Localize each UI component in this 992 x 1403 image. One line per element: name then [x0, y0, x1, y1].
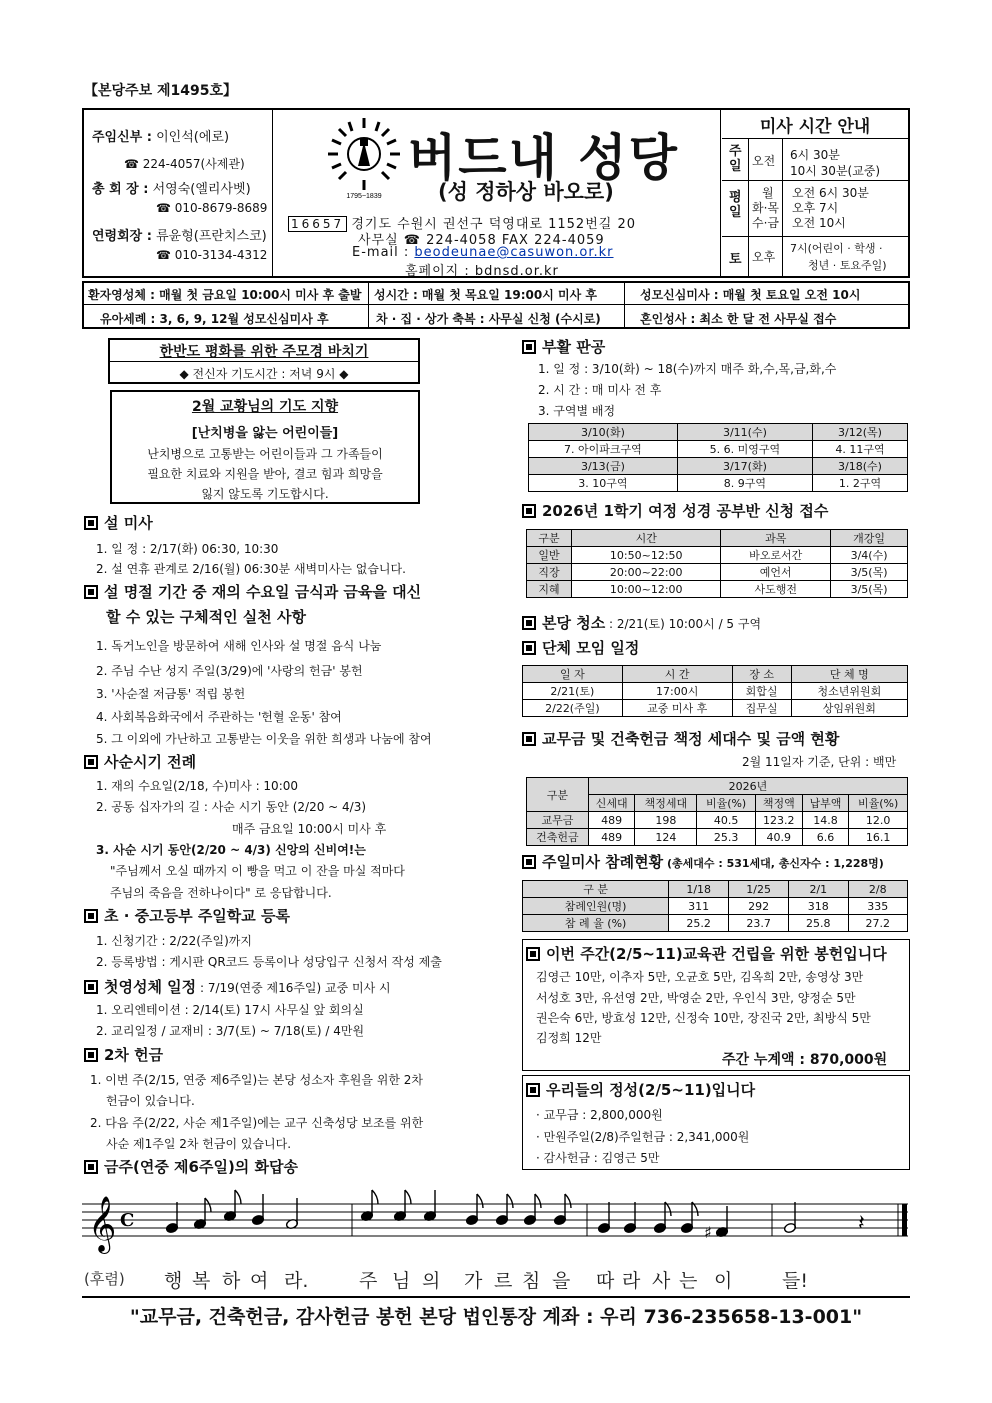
donation-total: 주간 누계액 : 870,000원	[722, 1052, 888, 1068]
president-phone: ☎ 010-8679-8689	[156, 201, 268, 215]
text-line: 2. 등록방법 : 게시판 QR코드 등록이나 성당입구 신청서 작성 제출	[96, 955, 442, 969]
note-flag	[535, 1194, 541, 1208]
mass-sat-time: 오후	[752, 250, 776, 264]
lyric-syllable: 의	[422, 1270, 441, 1292]
section-attendance: 주일미사 참례현황 (총세대수 : 531세대, 총신자수 : 1,228명)	[522, 851, 884, 872]
text-line: 3. 구역별 배정	[538, 404, 616, 418]
text-line: 1. 독거노인을 방문하여 새해 인사와 설 명절 음식 나눔	[96, 639, 382, 653]
text-line: 주님의 죽음을 전하나이다" 로 응답합니다.	[110, 886, 332, 900]
section-cleaning: 본당 청소 : 2/21(토) 10:00시 / 5 구역	[522, 612, 761, 633]
rosary-title: 한반도 평화를 위한 주모경 바치기	[159, 344, 369, 360]
note-flag	[565, 1194, 571, 1208]
donation-title: 이번 주간(2/5~11)교육관 건립을 위한 봉헌입니다	[526, 943, 887, 964]
priest-phone: ☎ 224-4057(사제관)	[124, 157, 245, 171]
mass-sat-detail-1: 7시(어린이 · 학생 ·	[790, 242, 883, 255]
logo-years: 1795~1839	[346, 193, 382, 200]
lyrics-line	[0, 1266, 992, 1292]
section-psalm: 금주(연중 제6주일)의 화답송	[84, 1156, 298, 1177]
tithe-table: 구분 2026년 신세대 책정세대 비율(%) 책정액 납부액 비율(%) 교무금 489 198 40.5 123.2 14.8 12.0 건축헌금 489 124 25.3 40.9 6.6 16.1	[526, 777, 908, 846]
postcode: 16657	[288, 216, 347, 232]
notice-blessing: 차 · 집 · 상가 축복 : 사무실 신청 (수시로)	[376, 312, 601, 326]
notice-sick: 환자영성체 : 매월 첫 금요일 10:00시 미사 후 출발	[88, 288, 362, 302]
office-phone: 사무실 ☎ 224-4058 FAX 224-4059	[358, 233, 605, 248]
note-flag	[372, 1190, 378, 1204]
note-flag	[235, 1190, 241, 1204]
lyric-syllable: 가	[464, 1270, 483, 1292]
section-bible-study: 2026년 1학기 여정 성경 공부반 신청 접수	[522, 500, 828, 521]
rosary-sub: ◆ 전신자 기도시간 : 저녁 9시 ◆	[179, 367, 349, 381]
lyric-syllable: 라	[622, 1270, 641, 1292]
lyric-syllable: 르	[494, 1270, 513, 1292]
text-line: 3. '사순절 저금통' 적립 봉헌	[96, 687, 246, 701]
text-line: · 교무금 : 2,800,000원	[536, 1108, 663, 1122]
mass-title: 미사 시간 안내	[759, 117, 871, 137]
text-line: 2. 주님 수난 성지 주일(3/29)에 '사랑의 헌금' 봉헌	[96, 664, 363, 678]
bank-account-footer: "교무금, 건축헌금, 감사헌금 봉헌 본당 법인통장 계좌 : 우리 736-235658-13-001"	[129, 1306, 863, 1328]
text-line: 2. 교리일정 / 교재비 : 3/7(토) ~ 7/18(토) / 4만원	[96, 1024, 365, 1038]
offering-title: 우리들의 정성(2/5~11)입니다	[526, 1079, 755, 1100]
text-line: 매주 금요일 10:00시 미사 후	[232, 822, 387, 836]
homepage: 홈페이지 : bdnsd.or.kr	[405, 264, 559, 279]
section-groups: 단체 모임 일정	[522, 637, 639, 658]
section-fasting-2: 할 수 있는 구체적인 실천 사항	[106, 608, 306, 626]
text-line: · 감사헌금 : 김영근 5만	[536, 1151, 660, 1165]
text-line: 2. 설 연휴 관계로 2/16(월) 06:30분 새벽미사는 없습니다.	[96, 562, 406, 576]
text-line: 2. 다음 주(2/22, 사순 제1주일)에는 교구 신축성당 보조를 위한	[90, 1116, 424, 1130]
text-line: 김정희 12만	[536, 1031, 602, 1045]
lyric-syllable: 행	[164, 1270, 183, 1292]
text-line: 5. 그 이외에 가난하고 고통받는 이웃을 위한 희생과 나눔에 참여	[96, 732, 432, 746]
section-fasting: 설 명절 기간 중 재의 수요일 금식과 금육을 대신	[84, 581, 421, 602]
section-confession: 부활 판공	[522, 336, 605, 357]
group-table: 일 자 시 간 장 소 단 체 명 2/21(토) 17:00시 회합실 청소년위원회 2/22(주일) 교중 미사 후 집무실 상임위원회	[522, 665, 908, 717]
text-line: 2. 시 간 : 매 미사 전 후	[538, 383, 662, 397]
email-line: E-mail : beodeunae@casuwon.or.kr	[352, 245, 614, 260]
staff-youth: 연령회장 : 류윤형(프란치스코)	[92, 229, 267, 244]
parish-logo	[318, 114, 410, 200]
section-lent: 사순시기 전례	[84, 751, 196, 772]
mass-week-groups: 월 화·목 수·금	[752, 186, 779, 230]
rest-icon: 𝄽	[858, 1211, 865, 1236]
staff-president: 총 회 장 : 서영숙(엘리사벳)	[92, 182, 251, 197]
text-line: 1. 일 정 : 2/17(화) 06:30, 10:30	[96, 542, 279, 556]
staff-priest: 주임신부 : 이인석(에로)	[92, 130, 230, 145]
pope-sub: [난치병을 앓는 어린이들]	[191, 426, 339, 441]
note-flag	[405, 1190, 411, 1204]
text-line: 2. 공동 십자가의 길 : 사순 시기 동안 (2/20 ~ 4/3)	[96, 800, 367, 814]
pope-text: 난치병으로 고통받는 어린이들과 그 가족들이 필요한 치료와 지원을 받아, 결코 힘과 희망을 잃지 않도록 기도합시다.	[147, 447, 383, 501]
pope-title: 2월 교황님의 기도 지향	[191, 399, 339, 415]
mass-sun-detail-2: 10시 30분(교중)	[790, 164, 881, 178]
mass-sun-label: 주일	[729, 144, 742, 174]
lyric-syllable: 따	[596, 1270, 615, 1292]
lyric-syllable: 복	[192, 1270, 211, 1292]
music-staff	[82, 1180, 912, 1270]
youth-phone: ☎ 010-3134-4312	[156, 248, 268, 262]
mass-sat-label: 토	[729, 252, 742, 267]
section-second-collection: 2차 헌금	[84, 1044, 163, 1065]
lyric-syllable: 을	[552, 1270, 571, 1292]
lyric-syllable: 침	[522, 1270, 541, 1292]
text-line: "주님께서 오실 때까지 이 빵을 먹고 이 잔을 마실 적마다	[110, 864, 405, 878]
text-line: 김영근 10만, 이추자 5만, 오균호 5만, 김옥희 2만, 송영상 3만	[536, 970, 864, 984]
text-line: 1. 재의 수요일(2/18, 수)미사 : 10:00	[96, 779, 299, 793]
sharp-icon: ♯	[704, 1223, 712, 1242]
attendance-table: 구 분 1/18 1/25 2/1 2/8 참례인원(명) 311 292 318 335 참 례 율 (%) 25.2 23.7 25.8 27.2	[522, 880, 908, 932]
text-line: 1. 신청기간 : 2/22(주일)까지	[96, 934, 252, 948]
text-line: 서성호 3만, 유선영 2만, 박영순 2만, 우인식 3만, 양정순 5만	[536, 991, 856, 1005]
note-flag	[205, 1198, 211, 1212]
refrain-label: (후렴)	[84, 1270, 125, 1288]
text-line: 1. 이번 주(2/15, 연중 제6주일)는 본당 성소자 후원을 위한 2차	[90, 1073, 424, 1087]
svg-text:C: C	[120, 1210, 135, 1231]
mass-sun-time: 오전	[752, 154, 776, 168]
lyric-syllable: 여	[250, 1270, 269, 1292]
text-line: 3. 사순 시기 동안(2/20 ~ 4/3) 신앙의 신비여!는	[96, 843, 366, 857]
note-flag	[477, 1194, 483, 1208]
text-line: 사순 제1주일 2차 헌금이 있습니다.	[106, 1137, 292, 1151]
text-line: 1. 일 정 : 3/10(화) ~ 18(수)까지 매주 화,수,목,금,화,수	[538, 362, 837, 376]
section-sunday-school: 초 · 중고등부 주일학교 등록	[84, 905, 290, 926]
mass-week-details: 오전 6시 30분 오후 7시 오전 10시	[792, 186, 869, 230]
email-link[interactable]: beodeunae@casuwon.or.kr	[414, 245, 614, 260]
notice-marian: 성모신심미사 : 매월 첫 토요일 오전 10시	[640, 288, 861, 302]
mass-week-label: 평일	[729, 190, 742, 220]
notice-marriage: 혼인성사 : 최소 한 달 전 사무실 접수	[640, 312, 837, 326]
parish-name: 버드내 성당	[408, 129, 679, 187]
lyric-syllable: 라.	[284, 1270, 309, 1292]
lyric-syllable: 이	[714, 1270, 733, 1292]
text-line: · 만원주일(2/8)주일헌금 : 2,341,000원	[536, 1130, 750, 1144]
treble-clef-icon: 𝄞	[88, 1196, 117, 1252]
mass-sat-detail-2: 청년 · 토요주일)	[808, 259, 887, 272]
section-tithe: 교무금 및 건축헌금 책정 세대수 및 금액 현황	[522, 728, 839, 749]
lyric-syllable: 하	[222, 1270, 241, 1292]
lyric-syllable: 사	[652, 1270, 671, 1292]
lyric-syllable: 는	[679, 1270, 698, 1292]
mass-sun-detail-1: 6시 30분	[790, 148, 840, 162]
text-line: 권은숙 6만, 방효성 12만, 신정숙 10만, 장진국 2만, 최방식 5만	[536, 1011, 871, 1025]
address: 16657 경기도 수원시 권선구 덕영대로 1152번길 20	[288, 213, 636, 232]
notice-holy-hour: 성시간 : 매월 첫 목요일 19:00시 미사 후	[374, 288, 597, 302]
section-first-communion: 첫영성체 일정 : 7/19(연중 제16주일) 교중 미사 시	[84, 976, 391, 997]
notice-baptism: 유아세례 : 3, 6, 9, 12월 성모신심미사 후	[100, 312, 329, 326]
parish-patron: (성 정하상 바오로)	[438, 180, 614, 204]
bible-table: 구분 시간 과목 개강일 일반 10:50~12:50 바오로서간 3/4(수) 직장 20:00~22:00 예언서 3/5(목) 지혜 10:00~12:00 사도행전 3/5(목)	[526, 529, 908, 598]
lyric-syllable: 주	[359, 1270, 378, 1292]
text-line: 헌금이 있습니다.	[106, 1094, 195, 1108]
confession-table: 3/10(화) 3/11(수) 3/12(목) 7. 아이파크구역 5. 6. 미영구역 4. 11구역 3/13(금) 3/17(화) 3/18(수) 3. 10구역 8. 9구역 1. 2구역	[528, 423, 908, 492]
note-flag	[507, 1194, 513, 1208]
lyric-syllable: 님	[392, 1270, 411, 1292]
tithe-note: 2월 11일자 기준, 단위 : 백만	[742, 755, 897, 769]
lyric-syllable: 들!	[782, 1270, 808, 1292]
text-line: 4. 사회복음화국에서 주관하는 '헌혈 운동' 참여	[96, 710, 342, 724]
text-line: 1. 오리엔테이션 : 2/14(토) 17시 사무실 앞 회의실	[96, 1003, 364, 1017]
section-new-year-mass: 설 미사	[84, 512, 153, 533]
issue-number: 【본당주보 제1495호】	[84, 83, 237, 99]
